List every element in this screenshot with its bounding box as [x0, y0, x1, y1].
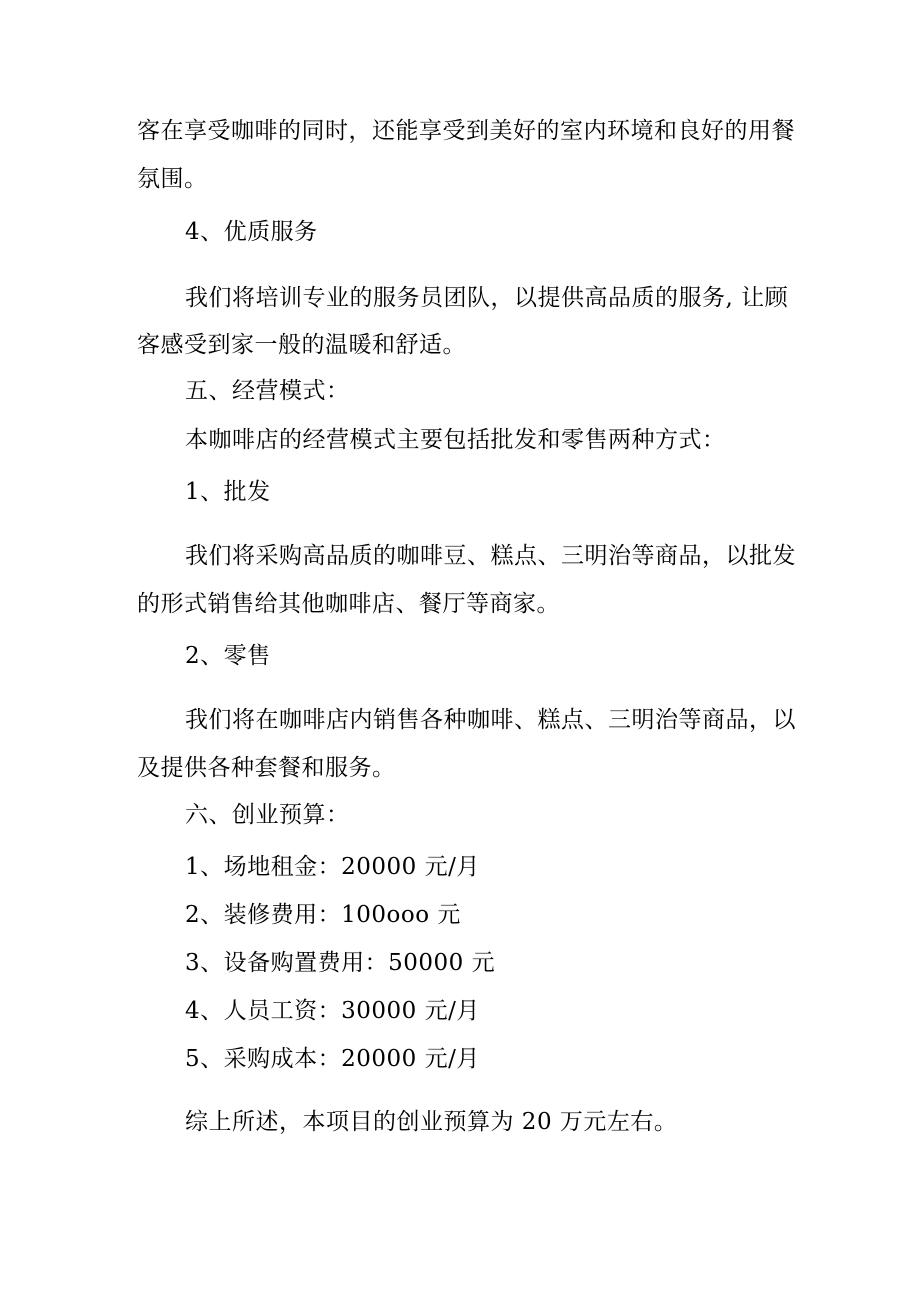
paragraph-line: 及提供各种套餐和服务。	[137, 755, 396, 781]
paragraph-line: 本咖啡店的经营模式主要包括批发和零售两种方式：	[185, 427, 726, 453]
section-title-startup-budget: 六、创业预算：	[185, 802, 350, 828]
paragraph-line: 客在享受咖啡的同时，还能享受到美好的室内环境和良好的用餐	[137, 118, 795, 144]
paragraph-line: 我们将在咖啡店内销售各种咖啡、糕点、三明治等商品，以	[185, 707, 796, 733]
summary-paragraph: 综上所述，本项目的创业预算为 20 万元左右。	[185, 1109, 678, 1135]
paragraph-line: 的形式销售给其他咖啡店、餐厅等商家。	[137, 591, 560, 617]
budget-item: 2、装修费用：100ooo 元	[185, 902, 461, 928]
budget-item: 3、设备购置费用：50000 元	[185, 950, 496, 976]
budget-item: 1、场地租金：20000 元/月	[185, 854, 480, 880]
subheading-quality-service: 4、优质服务	[185, 219, 318, 245]
subheading-retail: 2、零售	[185, 643, 271, 669]
budget-item: 5、采购成本：20000 元/月	[185, 1046, 480, 1072]
paragraph-line: 我们将采购高品质的咖啡豆、糕点、三明治等商品，以批发	[185, 543, 796, 569]
paragraph-line: 氛围。	[137, 166, 208, 192]
budget-item: 4、人员工资：30000 元/月	[185, 998, 480, 1024]
paragraph-line: 我们将培训专业的服务员团队，以提供高品质的服务, 让顾	[185, 285, 789, 311]
section-title-business-model: 五、经营模式：	[185, 378, 350, 404]
paragraph-line: 客感受到家一般的温暖和舒适。	[137, 332, 466, 358]
subheading-wholesale: 1、批发	[185, 479, 271, 505]
